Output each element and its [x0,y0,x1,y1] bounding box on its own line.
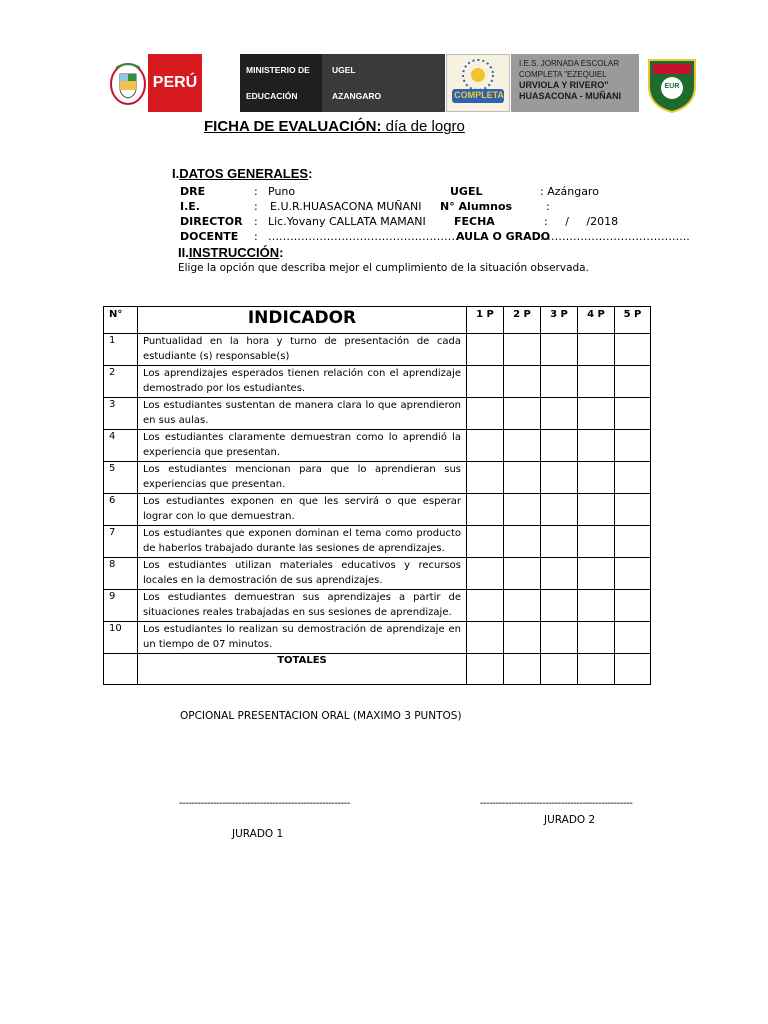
table-row [104,558,651,590]
row-number: 7 [104,526,138,558]
row-number: 3 [104,398,138,430]
row-indicator: Los estudiantes demuestran sus aprendizajes a partir de situaciones reales trabajadas en sus sesiones de aprendizaje. [138,590,467,622]
score-cell[interactable] [504,334,541,366]
score-cell[interactable] [504,462,541,494]
score-cell[interactable] [578,430,615,462]
score-cell[interactable] [541,366,578,398]
ugel-line2: AZANGARO [332,91,382,101]
ies-line2: COMPLETA "EZEQUIEL [519,70,607,79]
score-cell[interactable] [504,494,541,526]
score-cell[interactable] [615,526,651,558]
table-row [104,398,651,430]
row-number: 4 [104,430,138,462]
ugel-value: : Azángaro [540,185,599,198]
table-row [104,462,651,494]
table-row [104,430,651,462]
col-1p-header: 1 P [467,307,504,334]
table-row [104,622,651,654]
dre-value: Puno [268,185,296,198]
row-indicator: Puntualidad en la hora y turno de presentación de cada estudiante (s) responsable(s) [138,334,467,366]
score-cell[interactable] [615,430,651,462]
total-cell[interactable] [615,654,651,685]
score-cell[interactable] [578,366,615,398]
col-3p-header: 3 P [541,307,578,334]
score-cell[interactable] [504,622,541,654]
score-cell[interactable] [467,494,504,526]
section1-label: DATOS GENERALES [179,166,309,181]
score-cell[interactable] [467,462,504,494]
row-indicator: Los aprendizajes esperados tienen relación con el aprendizaje demostrado por los estudiantes. [138,366,467,398]
score-cell[interactable] [467,366,504,398]
section2-num: II. [178,245,189,260]
score-cell[interactable] [541,398,578,430]
col-num-header: N° [104,307,138,334]
score-cell[interactable] [578,590,615,622]
row-number: 2 [104,366,138,398]
table-row [104,590,651,622]
crest-text: EUR [664,83,680,90]
section-datos-generales [172,166,312,181]
total-cell[interactable] [467,654,504,685]
score-cell[interactable] [504,558,541,590]
score-cell[interactable] [541,334,578,366]
dre-sep: : [254,185,258,198]
row-number: 1 [104,334,138,366]
score-cell[interactable] [615,558,651,590]
page-title [204,118,465,135]
docente-sep: : [254,230,258,243]
ugel-line1: UGEL [332,65,356,75]
score-cell[interactable] [615,334,651,366]
evaluation-table [103,306,651,685]
score-cell[interactable] [504,430,541,462]
score-cell[interactable] [578,558,615,590]
row-number: 8 [104,558,138,590]
score-cell[interactable] [467,430,504,462]
score-cell[interactable] [578,462,615,494]
col-5p-header: 5 P [615,307,651,334]
table-header-row [104,307,651,334]
score-cell[interactable] [541,622,578,654]
total-cell[interactable] [541,654,578,685]
section1-colon: : [308,166,313,181]
score-cell[interactable] [504,526,541,558]
score-cell[interactable] [578,622,615,654]
jornada-logo-icon [447,55,509,111]
score-cell[interactable] [615,398,651,430]
score-cell[interactable] [541,430,578,462]
row-indicator: Los estudiantes mencionan para que lo aprendieran sus experiencias que presentan. [138,462,467,494]
col-2p-header: 2 P [504,307,541,334]
row-indicator: Los estudiantes exponen en que les servirá o que esperar lograr con lo que demuestran. [138,494,467,526]
total-cell[interactable] [504,654,541,685]
section2-colon: : [279,245,284,260]
ministerio-line2: EDUCACIÓN [246,91,298,101]
score-cell[interactable] [541,494,578,526]
table-row [104,494,651,526]
score-cell[interactable] [615,366,651,398]
col-indicador-header: INDICADOR [138,307,467,334]
score-cell[interactable] [541,558,578,590]
director-sep: : [254,215,258,228]
instruction-text: Elige la opción que describa mejor el cumplimiento de la situación observada. [178,262,589,274]
aula-label: AULA O GRADO [456,230,551,243]
table-row [104,334,651,366]
totales-row [104,654,651,685]
peru-label: PERÚ [148,54,202,112]
peru-coat-of-arms-icon [108,56,148,108]
ie-label: I.E. [180,200,200,213]
table-row [104,366,651,398]
score-cell[interactable] [578,494,615,526]
score-cell[interactable] [615,462,651,494]
ugel-label: UGEL [450,185,483,198]
score-cell[interactable] [504,590,541,622]
docente-label: DOCENTE [180,230,239,243]
ies-block [511,54,639,112]
row-number: 6 [104,494,138,526]
title-prefix: FICHA DE EVALUACIÓN: [204,118,382,135]
total-cell[interactable] [578,654,615,685]
dre-label: DRE [180,185,206,198]
ie-sep: : [254,200,258,213]
score-cell[interactable] [615,622,651,654]
row-indicator: Los estudiantes utilizan materiales educativos y recursos locales en la demostración de sus aprendizajes. [138,558,467,590]
signature-line-1: ------------------------------------------------------- [179,798,350,809]
score-cell[interactable] [504,366,541,398]
score-cell[interactable] [615,590,651,622]
row-indicator: Los estudiantes sustentan de manera clara lo que aprendieron en sus aulas. [138,398,467,430]
alumnos-label: N° Alumnos [440,200,513,213]
ministerio-line1: MINISTERIO DE [246,65,310,75]
score-cell[interactable] [578,398,615,430]
score-cell[interactable] [541,526,578,558]
score-cell[interactable] [467,622,504,654]
section-instruccion [178,245,283,260]
row-indicator: Los estudiantes claramente demuestran como lo aprendió la experiencia que presentan. [138,430,467,462]
row-indicator: Los estudiantes lo realizan su demostración de aprendizaje en un tiempo de 07 minutos. [138,622,467,654]
score-cell[interactable] [578,334,615,366]
title-suffix: día de logro [381,118,465,135]
row-number: 5 [104,462,138,494]
jurado-2-label: JURADO 2 [544,814,596,826]
row-indicator: Los estudiantes que exponen dominan el tema como producto de haberlos trabajado durante las sesiones de aprendizajes. [138,526,467,558]
jornada-logo-text: COMPLETA [454,90,504,100]
row-number: 10 [104,622,138,654]
fecha-value: : / /2018 [544,215,619,228]
aula-value: : ………………………………... [540,230,690,243]
director-value: Lic.Yovany CALLATA MAMANI [268,215,426,228]
score-cell[interactable] [467,590,504,622]
score-cell[interactable] [467,558,504,590]
docente-value: ……………………………………………. [268,230,459,243]
totales-label: TOTALES [138,654,467,685]
header-banner [108,52,704,114]
ugel-block [322,54,445,112]
table-row [104,526,651,558]
ie-value: E.U.R.HUASACONA MUÑANI [270,200,422,213]
director-label: DIRECTOR [180,215,243,228]
jornada-completa-logo [446,54,510,112]
row-number: 9 [104,590,138,622]
col-4p-header: 4 P [578,307,615,334]
ies-line4: HUASACONA - MUÑANI [519,91,622,101]
score-cell[interactable] [541,590,578,622]
section1-num: I. [172,166,180,181]
score-cell[interactable] [541,462,578,494]
ies-line3: URVIOLA Y RIVERO" [519,80,609,90]
totales-num-cell [104,654,138,685]
score-cell[interactable] [467,398,504,430]
score-cell[interactable] [615,494,651,526]
fecha-label: FECHA [454,215,495,228]
signature-line-2: ------------------------------------------------- [480,798,633,809]
score-cell[interactable] [504,398,541,430]
jurado-1-label: JURADO 1 [232,828,284,840]
alumnos-sep: : [546,200,550,213]
score-cell[interactable] [467,334,504,366]
section2-label: INSTRUCCIÓN [188,245,280,260]
score-cell[interactable] [578,526,615,558]
opcional-text: OPCIONAL PRESENTACION ORAL (MAXIMO 3 PUNTOS) [180,710,462,722]
score-cell[interactable] [467,526,504,558]
ies-line1: I.E.S. JORNADA ESCOLAR [519,59,620,68]
